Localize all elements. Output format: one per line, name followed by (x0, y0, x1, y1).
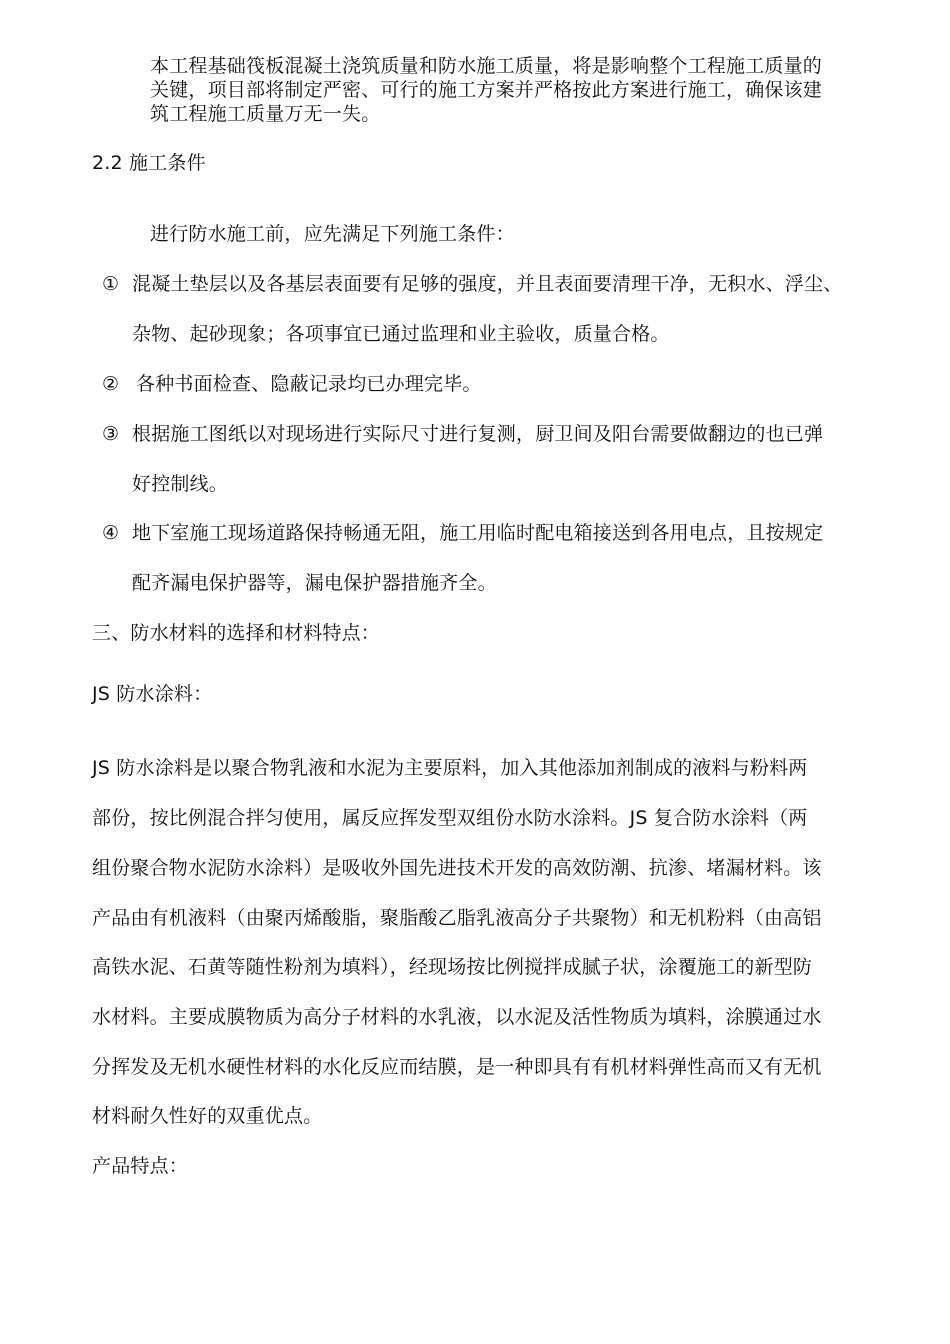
condition-item-1-cont: 杂物、起砂现象；各项事宜已通过监理和业主验收，质量合格。 (132, 323, 670, 345)
paragraph-line-8: 材料耐久性好的双重优点。 (92, 1105, 323, 1127)
intro-line-2: 关键，项目部将制定严密、可行的施工方案并严格按此方案进行施工，确保该建 (150, 79, 823, 101)
paragraph-line-3: 组份聚合物水泥防水涂料）是吸收外国先进技术开发的高效防潮、抗渗、堵漏材料。该 (92, 857, 822, 879)
item-marker: ② (102, 373, 120, 395)
item-text-line-1: 根据施工图纸以对现场进行实际尺寸进行复测，厨卫间及阳台需要做翻边的也已弹 (132, 423, 824, 445)
condition-item-4-cont: 配齐漏电保护器等，漏电保护器措施齐全。 (132, 572, 497, 594)
features-label: 产品特点： (92, 1155, 189, 1177)
paragraph-line-7: 分挥发及无机水硬性材料的水化反应而结膜，是一种即具有有机材料弹性高而又有无机 (92, 1056, 822, 1078)
paragraph-line-5: 高铁水泥、石黄等随性粉剂为填料），经现场按比例搅拌成腻子状，涂覆施工的新型防 (92, 956, 813, 978)
section-3-heading: 三、防水材料的选择和材料特点： (92, 622, 381, 644)
item-marker: ④ (102, 522, 120, 544)
paragraph-line-6: 水材料。主要成膜物质为高分子材料的水乳液，以水泥及活性物质为填料，涂膜通过水 (92, 1006, 822, 1028)
item-text-line-1: 地下室施工现场道路保持畅通无阻，施工用临时配电箱接送到各用电点，且按规定 (132, 522, 824, 544)
section-3-subheading: JS 防水涂料： (92, 683, 213, 705)
condition-item-3 (102, 422, 823, 446)
paragraph-line-2: 部份，按比例混合拌匀使用，属反应挥发型双组份水防水涂料。JS 复合防水涂料（两 (92, 807, 808, 829)
item-text-line-1: 各种书面检查、隐蔽记录均已办理完毕。 (136, 373, 482, 395)
item-marker: ③ (102, 423, 120, 445)
condition-item-3-cont: 好控制线。 (132, 473, 229, 495)
section-2-2-heading: 2.2 施工条件 (92, 152, 206, 174)
intro-line-1: 本工程基础筏板混凝土浇筑质量和防水施工质量，将是影响整个工程施工质量的 (150, 55, 823, 77)
section-2-2-lead: 进行防水施工前，应先满足下列施工条件： (150, 223, 515, 245)
item-text-line-1: 混凝土垫层以及各基层表面要有足够的强度，并且表面要清理干净，无积水、浮尘、 (132, 273, 843, 295)
item-marker: ① (102, 273, 120, 295)
paragraph-line-4: 产品由有机液料（由聚丙烯酸脂，聚脂酸乙脂乳液高分子共聚物）和无机粉料（由高铝 (92, 907, 822, 929)
condition-item-4 (102, 521, 823, 545)
paragraph-line-1: JS 防水涂料是以聚合物乳液和水泥为主要原料，加入其他添加剂制成的液料与粉料两 (92, 757, 808, 779)
condition-item-1 (102, 272, 842, 296)
condition-item-2 (102, 372, 482, 396)
intro-line-3: 筑工程施工质量万无一失。 (150, 103, 381, 125)
